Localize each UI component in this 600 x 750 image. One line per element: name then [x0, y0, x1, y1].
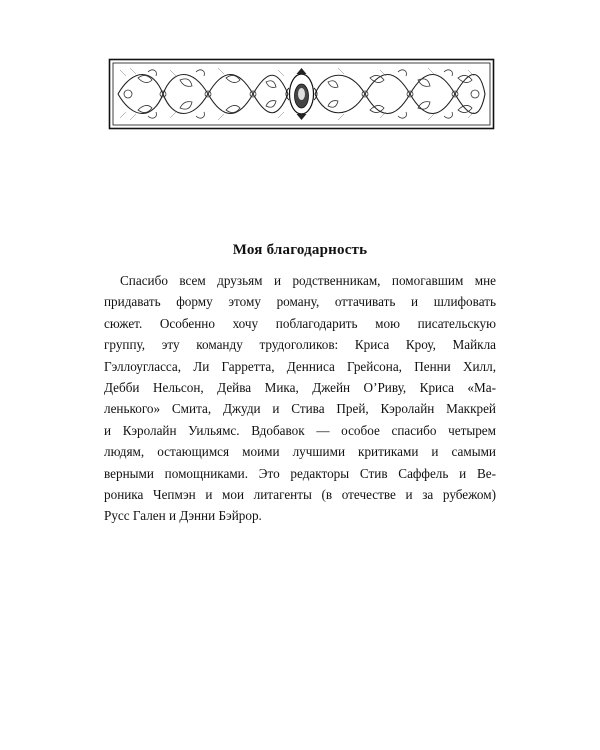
paragraph-line: Гэллоугласса, Ли Гарретта, Денниса Грейсона, Пенни Хилл, — [104, 358, 496, 374]
paragraph-line: сюжет. Особенно хочу поблагодарить мою писательскую — [104, 315, 496, 331]
paragraph-line: и Кэролайн Уильямс. Вдобавок — особое спасибо четырем — [104, 422, 496, 438]
decorative-header-ornament — [108, 58, 495, 130]
paragraph-line: Дебби Нельсон, Дейва Мика, Джейн О’Риву, Криса «Ма- — [104, 379, 496, 395]
page-title: Моя благодарность — [232, 242, 368, 258]
paragraph-line: Спасибо всем друзьям и родственникам, помогавшим мне — [120, 273, 496, 288]
floral-vine-icon — [108, 58, 495, 130]
paragraph-line: Русс Гален и Дэнни Бэйрор. — [104, 508, 262, 524]
paragraph-line: верными помощниками. Это редакторы Стив Саффель и Ве- — [104, 465, 496, 481]
paragraph-line: роника Чепмэн и мои литагенты (в отечестве и за рубежом) — [104, 486, 496, 502]
paragraph-line: людям, остающимся моими лучшими критиками и самыми — [104, 444, 496, 460]
paragraph-line: группу, эту команду трудоголиков: Криса Кроу, Майкла — [104, 337, 496, 353]
acknowledgements-paragraph — [104, 270, 496, 527]
paragraph-line: придавать форму этому роману, оттачивать и шлифовать — [104, 294, 496, 310]
paragraph-line: ленького» Смита, Джуди и Стива Прей, Кэролайн Маккрей — [104, 401, 496, 417]
